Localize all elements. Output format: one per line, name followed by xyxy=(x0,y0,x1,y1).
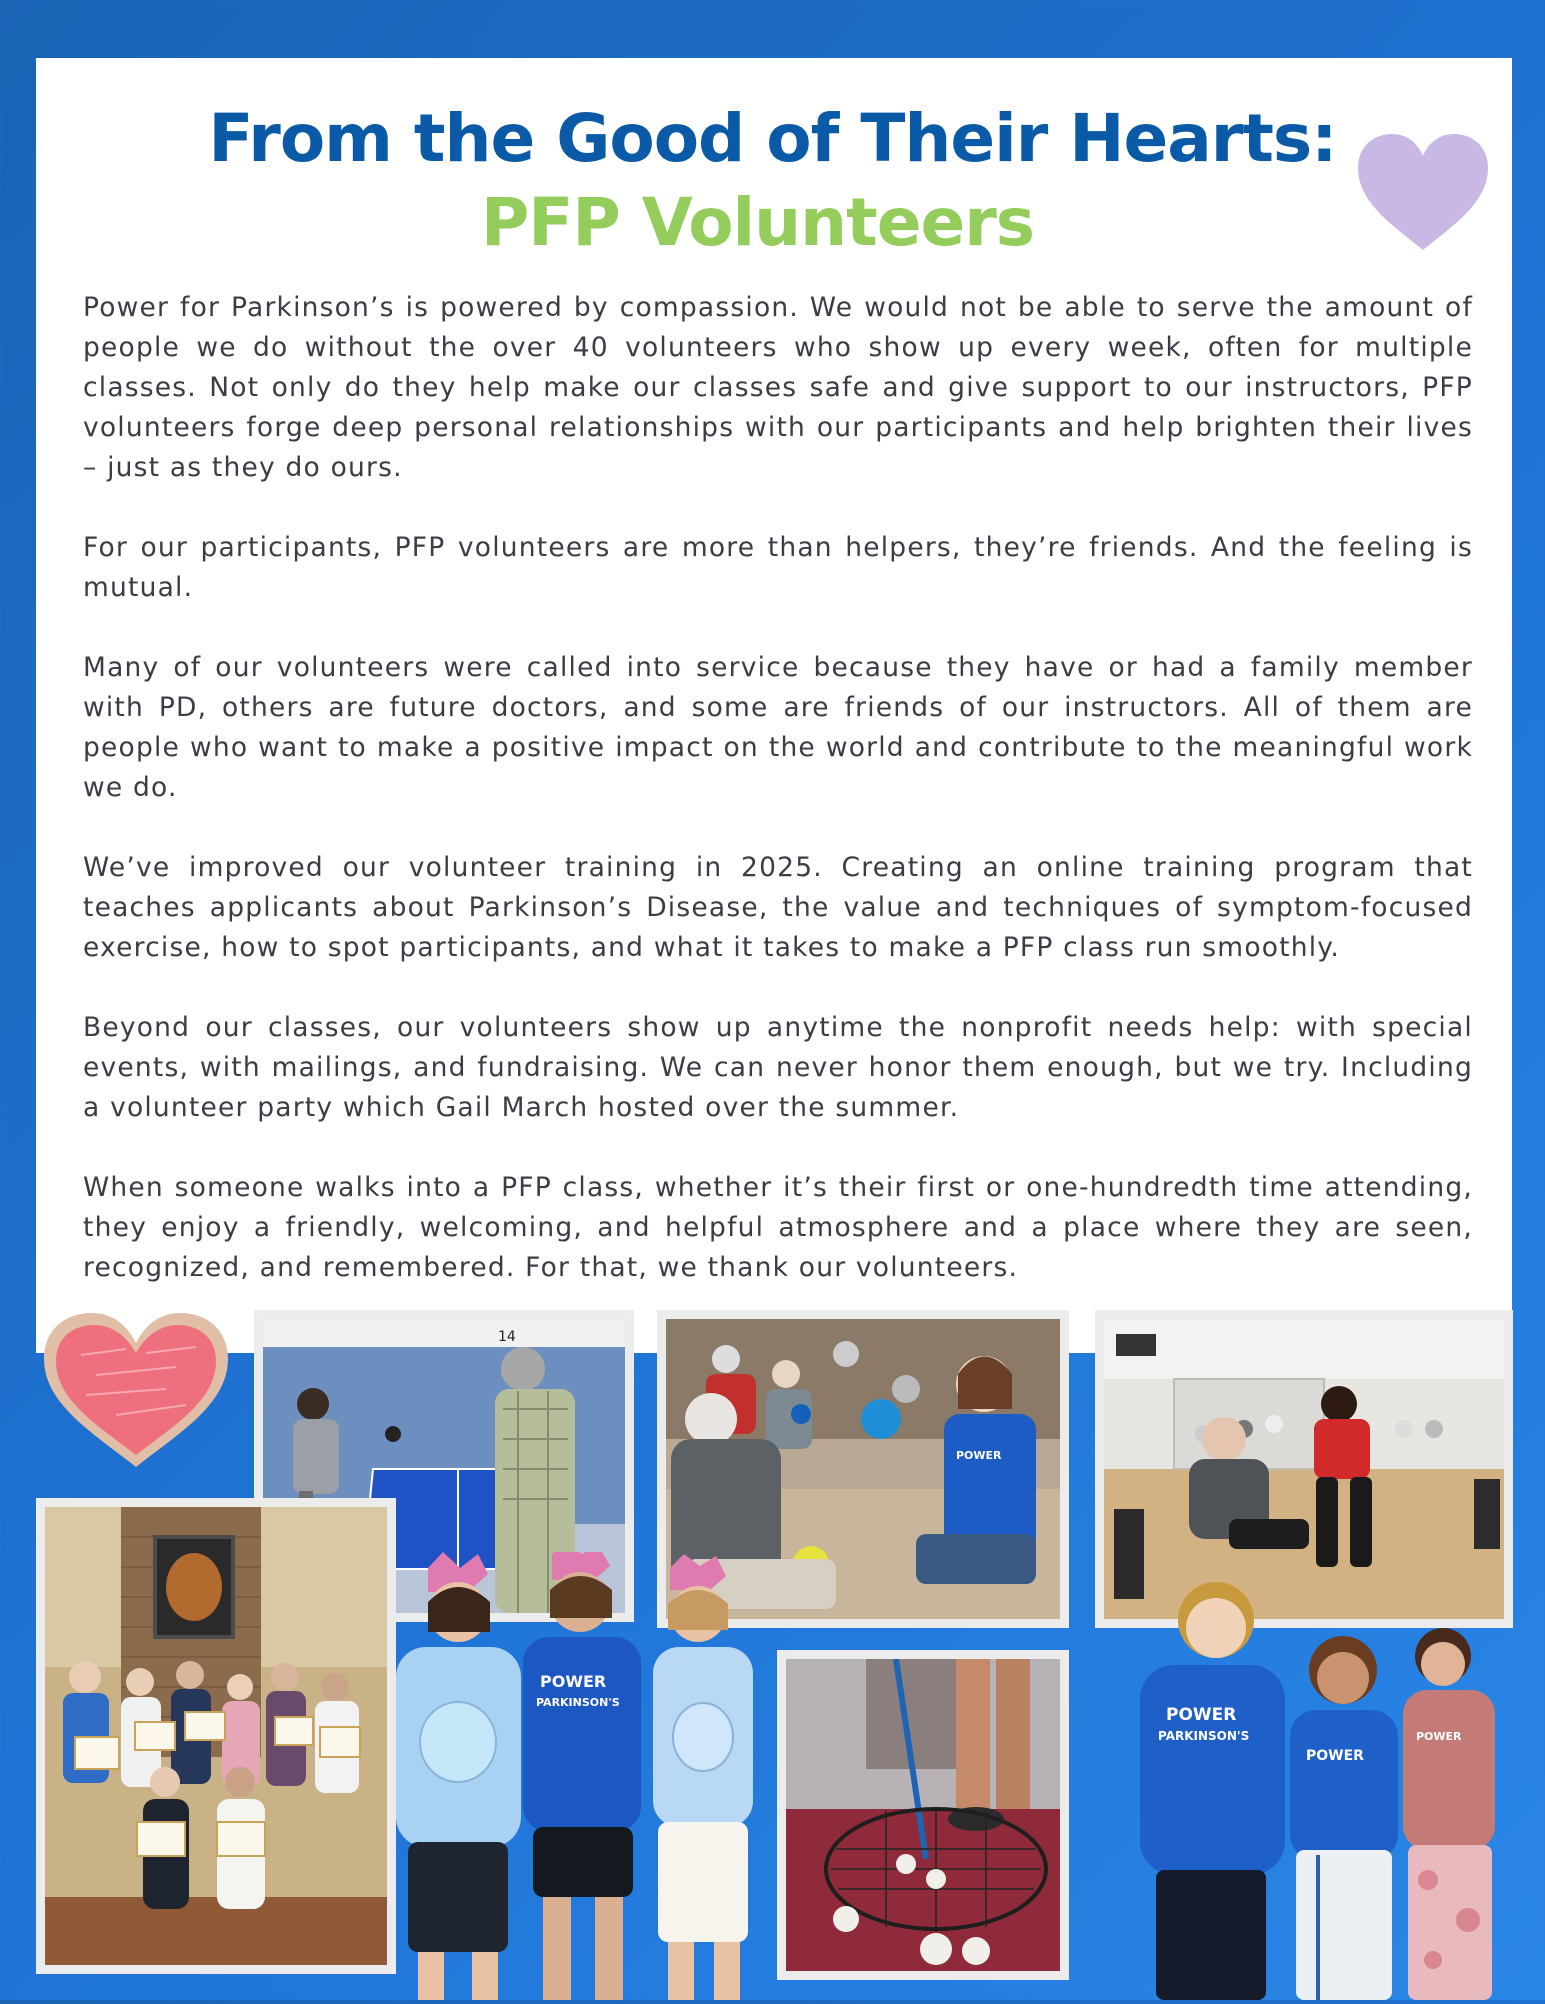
photo-volunteer-party xyxy=(36,1498,396,1974)
photo-three-volunteers-shirts xyxy=(1078,1560,1508,2000)
photo-three-volunteers-crowns xyxy=(368,1552,798,2000)
tshirt-logo: POWER xyxy=(540,1672,607,1691)
tshirt-logo: POWER xyxy=(1166,1705,1237,1725)
table-number: 14 xyxy=(498,1329,516,1345)
heart-icon xyxy=(1352,130,1494,254)
tshirt-logo: POWER xyxy=(1306,1748,1364,1764)
tshirt-logo: PARKINSON'S xyxy=(1158,1729,1250,1743)
article-body xyxy=(83,288,1473,1328)
paragraph: Power for Parkinson’s is powered by compassion. We would not be able to serve the amount of people we do without the over 40 volunteers who show up every week, often for multiple classes. Not only do they help make our classes safe and give support to our instructors, PFP volunteers forge deep personal relationships with our participants and help brighten their lives – just as they do ours. xyxy=(83,292,1473,483)
tshirt-logo: POWER xyxy=(1416,1730,1462,1743)
tshirt-logo: POWER xyxy=(956,1449,1002,1462)
paragraph: For our participants, PFP volunteers are more than helpers, they’re friends. And the feeling is mutual. xyxy=(83,532,1473,603)
paragraph: Many of our volunteers were called into service because they have or had a family member with PD, others are future doctors, and some are friends of our instructors. All of them are people who want to make a positive impact on the world and contribute to the meaningful work we do. xyxy=(83,652,1473,803)
heart-icon xyxy=(36,1305,236,1475)
paragraph: When someone walks into a PFP class, whether it’s their first or one-hundredth time attending, they enjoy a friendly, welcoming, and helpful atmosphere and a place where they are seen, recognized, and remembered. For that, we thank our volunteers. xyxy=(83,1172,1473,1283)
paragraph: Beyond our classes, our volunteers show up anytime the nonprofit needs help: with special events, with mailings, and fundraising. We can never honor them enough, but we try. Including a volunteer party which Gail March hosted over the summer. xyxy=(83,1012,1473,1123)
page-subtitle: PFP Volunteers xyxy=(480,184,1035,261)
paragraph: We’ve improved our volunteer training in 2025. Creating an online training program that teaches applicants about Parkinson’s Disease, the value and techniques of symptom-focused exercise, how to spot participants, and what it takes to make a PFP class run smoothly. xyxy=(83,852,1473,963)
tshirt-logo: PARKINSON'S xyxy=(536,1696,620,1709)
photo-ball-basket xyxy=(777,1650,1069,1980)
page-title: From the Good of Their Hearts: xyxy=(208,100,1337,177)
